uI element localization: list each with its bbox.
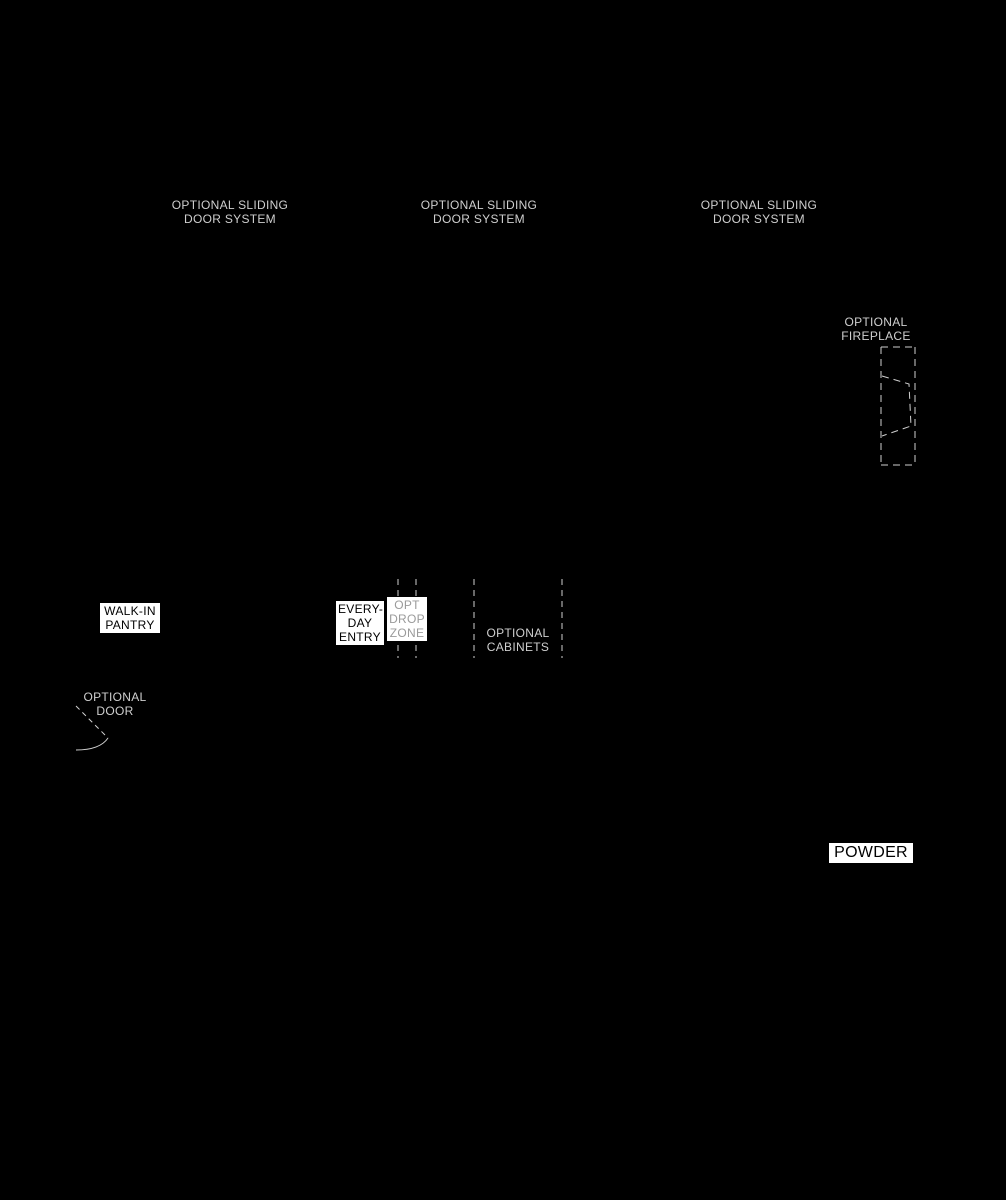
room-label-everyday-entry: EVERY- DAY ENTRY xyxy=(338,602,384,644)
sliding-door-label-3: OPTIONAL SLIDING DOOR SYSTEM xyxy=(700,198,818,226)
fireplace-label: OPTIONAL FIREPLACE xyxy=(841,315,911,343)
sliding-door-label-2: OPTIONAL SLIDING DOOR SYSTEM xyxy=(420,198,538,226)
sliding-door-label-1: OPTIONAL SLIDING DOOR SYSTEM xyxy=(171,198,289,226)
fireplace-outline xyxy=(881,347,917,466)
room-label-walk-in-pantry: WALK-IN PANTRY xyxy=(100,603,160,633)
drop-zone-label: OPT DROP ZONE xyxy=(387,597,427,641)
optional-door-label: OPTIONAL DOOR xyxy=(83,690,147,718)
cabinets-label: OPTIONAL CABINETS xyxy=(486,626,550,654)
room-label-powder: POWDER xyxy=(829,843,913,863)
